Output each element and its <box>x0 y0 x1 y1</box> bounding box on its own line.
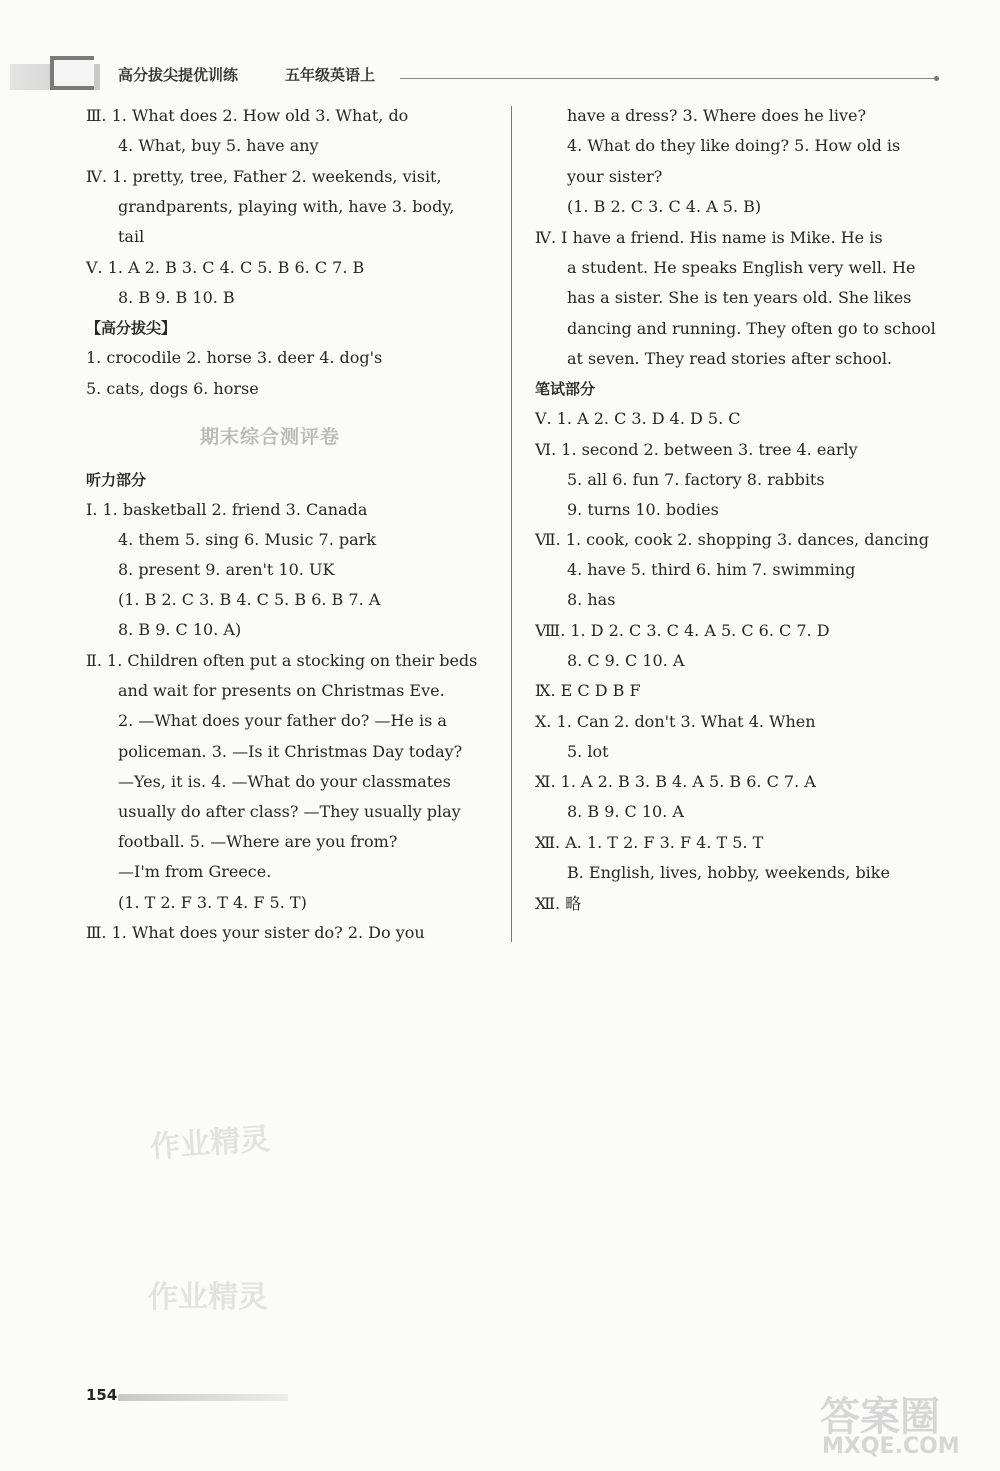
answer-line: (1. B 2. C 3. C 4. A 5. B) <box>567 197 762 216</box>
header-rule-dot <box>934 76 939 81</box>
answer-line: (1. B 2. C 3. B 4. C 5. B 6. B 7. A <box>118 590 381 609</box>
answer-line: 8. B 9. B 10. B <box>118 288 235 307</box>
answer-line: 4. What, buy 5. have any <box>118 136 319 155</box>
section-heading: 【高分拔尖】 <box>86 319 177 337</box>
answer-line: 5. all 6. fun 7. factory 8. rabbits <box>567 470 825 489</box>
answer-line: Ⅺ. 1. A 2. B 3. B 4. A 5. B 6. C 7. A <box>535 772 816 791</box>
watermark: 作业精灵 <box>149 1121 272 1166</box>
answer-line: (1. T 2. F 3. T 4. F 5. T) <box>118 893 307 912</box>
answer-line: 4. have 5. third 6. him 7. swimming <box>567 560 856 579</box>
column-divider <box>511 106 512 942</box>
answer-line: have a dress? 3. Where does he live? <box>567 106 867 125</box>
answer-line: policeman. 3. —Is it Christmas Day today? <box>118 742 463 761</box>
book-subtitle: 五年级英语上 <box>285 66 376 84</box>
answer-line: 1. crocodile 2. horse 3. deer 4. dog's <box>86 348 383 367</box>
answer-line: Ⅷ. 1. D 2. C 3. C 4. A 5. C 6. C 7. D <box>535 621 830 640</box>
page-number: 154 <box>86 1386 118 1404</box>
passage-line: a student. He speaks English very well. He <box>567 258 916 277</box>
passage-line: dancing and running. They often go to school <box>567 319 936 338</box>
answer-line: Ⅴ. 1. A 2. B 3. C 4. C 5. B 6. C 7. B <box>86 258 365 277</box>
footer-bar <box>118 1394 288 1401</box>
watermark: 答案圈 <box>820 1394 940 1440</box>
answer-line: —I'm from Greece. <box>118 862 272 881</box>
book-title: 高分拔尖提优训练 <box>118 66 239 84</box>
answer-line: football. 5. —Where are you from? <box>118 832 398 851</box>
answer-line: Ⅱ. 1. Children often put a stocking on their beds <box>86 651 478 670</box>
answer-line: Ⅳ. 1. pretty, tree, Father 2. weekends, visit, <box>86 167 442 186</box>
header-rule <box>400 78 935 79</box>
answer-line: 8. present 9. aren't 10. UK <box>118 560 335 579</box>
answer-line: 2. —What does your father do? —He is a <box>118 711 447 730</box>
section-heading: 听力部分 <box>86 471 147 489</box>
passage-line: has a sister. She is ten years old. She likes <box>567 288 912 307</box>
answer-line: Ⅻ. 略 <box>535 894 582 913</box>
answer-line: 8. B 9. C 10. A <box>567 802 684 821</box>
header-logo-box <box>50 56 94 90</box>
answer-line: grandparents, playing with, have 3. body, <box>118 197 455 216</box>
page-header <box>0 56 1000 96</box>
answer-line: 9. turns 10. bodies <box>567 500 719 519</box>
answer-line: and wait for presents on Christmas Eve. <box>118 681 445 700</box>
answer-line: Ⅵ. 1. second 2. between 3. tree 4. early <box>535 440 858 459</box>
answer-line: Ⅰ. 1. basketball 2. friend 3. Canada <box>86 500 368 519</box>
answer-line: Ⅻ. A. 1. T 2. F 3. F 4. T 5. T <box>535 833 764 852</box>
passage-line: at seven. They read stories after school. <box>567 349 893 368</box>
passage-line: Ⅳ. I have a friend. His name is Mike. He is <box>535 228 883 247</box>
answer-line: your sister? <box>567 167 663 186</box>
answer-line: 4. What do they like doing? 5. How old is <box>567 136 901 155</box>
answer-line: 5. cats, dogs 6. horse <box>86 379 259 398</box>
watermark: MXQE.COM <box>822 1434 960 1459</box>
answer-line: 5. lot <box>567 742 609 761</box>
answer-line: —Yes, it is. 4. —What do your classmates <box>118 772 451 791</box>
answer-line: tail <box>118 227 145 246</box>
answer-line: Ⅶ. 1. cook, cook 2. shopping 3. dances, dancing <box>535 530 929 549</box>
answer-line: Ⅴ. 1. A 2. C 3. D 4. D 5. C <box>535 409 741 428</box>
answer-line: 4. them 5. sing 6. Music 7. park <box>118 530 377 549</box>
answer-line: 8. C 9. C 10. A <box>567 651 685 670</box>
answer-line: Ⅲ. 1. What does your sister do? 2. Do you <box>86 923 425 942</box>
answer-line: 8. B 9. C 10. A) <box>118 620 242 639</box>
answer-line: B. English, lives, hobby, weekends, bike <box>567 863 890 882</box>
answer-line: Ⅹ. 1. Can 2. don't 3. What 4. When <box>535 712 816 731</box>
section-heading: 笔试部分 <box>535 380 596 398</box>
answer-line: Ⅸ. E C D B F <box>535 681 641 700</box>
answer-line: usually do after class? —They usually play <box>118 802 461 821</box>
answer-line: 8. has <box>567 590 616 609</box>
answer-line: Ⅲ. 1. What does 2. How old 3. What, do <box>86 106 409 125</box>
section-title: 期末综合测评卷 <box>200 426 341 448</box>
watermark: 作业精灵 <box>148 1280 268 1315</box>
